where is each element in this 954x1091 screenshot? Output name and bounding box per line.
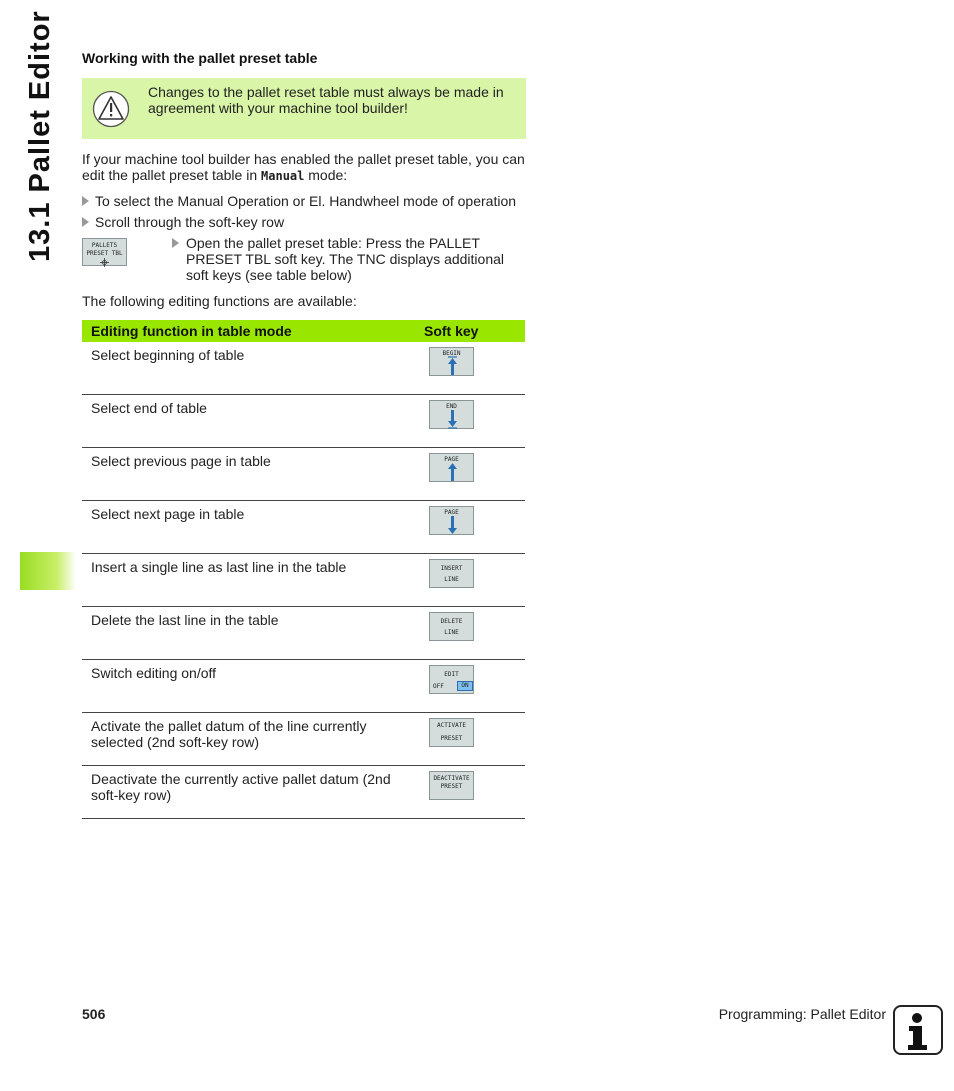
intro-after: mode:	[304, 167, 348, 183]
edit-on-label: ON	[457, 681, 473, 691]
step-text: Open the pallet preset table: Press the PALLET PRESET TBL soft key. The TNC displays additional soft keys (see table below)	[186, 235, 505, 283]
footer-chapter: Programming: Pallet Editor	[718, 1006, 886, 1022]
column-header-function: Editing function in table mode	[82, 320, 411, 342]
insert-line-softkey[interactable]	[429, 559, 474, 588]
delete-line-softkey[interactable]	[429, 612, 474, 641]
begin-softkey[interactable]	[429, 347, 474, 376]
table-row	[82, 554, 525, 607]
mode-name: Manual	[261, 169, 305, 183]
step-scroll	[82, 214, 284, 230]
softkey-line2: PRESET TBL	[86, 250, 123, 257]
bullet-arrow-icon	[82, 217, 89, 227]
function-cell: Deactivate the currently active pallet datum (2nd soft-key row)	[82, 766, 411, 819]
softkey-label: ACTIVATE	[437, 722, 466, 729]
page-up-softkey[interactable]	[429, 453, 474, 482]
softkey-line1: PALLETS	[91, 242, 118, 249]
warning-icon	[92, 90, 130, 128]
step-text: To select the Manual Operation or El. Handwheel mode of operation	[95, 193, 517, 209]
column-header-softkey: Soft key	[411, 320, 525, 342]
function-cell: Select next page in table	[82, 501, 411, 554]
table-row	[82, 660, 525, 713]
function-cell: Switch editing on/off	[82, 660, 411, 713]
arrow-up-icon	[447, 356, 458, 376]
warning-box	[82, 78, 526, 139]
section-heading: Working with the pallet preset table	[82, 50, 318, 66]
edit-toggle-softkey[interactable]	[429, 665, 474, 694]
softkey-label: LINE	[444, 576, 459, 583]
softkey-label: DEACTIVATE	[433, 775, 470, 782]
deactivate-preset-softkey[interactable]	[429, 771, 474, 800]
end-softkey[interactable]	[429, 400, 474, 429]
softkey-label: PRESET	[440, 735, 463, 742]
softkey-label: END	[446, 403, 457, 410]
page-number: 506	[82, 1006, 106, 1022]
warning-text: Changes to the pallet reset table must always be made in agreement with your machine tool builder!	[148, 84, 504, 116]
softkey-label: LINE	[444, 629, 459, 636]
function-cell: Activate the pallet datum of the line currently selected (2nd soft-key row)	[82, 713, 411, 766]
table-row	[82, 448, 525, 501]
function-cell: Delete the last line in the table	[82, 607, 411, 660]
info-icon	[893, 1005, 943, 1055]
step-open-table	[172, 235, 522, 283]
functions-intro: The following editing functions are available:	[82, 293, 357, 309]
intro-paragraph	[82, 151, 526, 184]
softkey-label: INSERT	[440, 565, 463, 572]
softkey-label: EDIT	[444, 671, 459, 678]
intro-before: If your machine tool builder has enabled the pallet preset table, you can edit the pallet preset table in	[82, 151, 525, 183]
softkey-label: PAGE	[444, 509, 459, 516]
function-cell: Select previous page in table	[82, 448, 411, 501]
table-row	[82, 342, 525, 395]
softkey-label: PRESET	[440, 783, 463, 790]
activate-preset-softkey[interactable]	[429, 718, 474, 747]
page-down-softkey[interactable]	[429, 506, 474, 535]
pallet-crosshair-icon	[100, 258, 109, 267]
chapter-side-title: 13.1 Pallet Editor	[24, 10, 56, 262]
function-cell: Select beginning of table	[82, 342, 411, 395]
softkey-label: PAGE	[444, 456, 459, 463]
arrow-up-icon	[447, 462, 458, 482]
table-header-row	[82, 320, 525, 342]
chapter-tab-marker	[20, 552, 76, 590]
arrow-down-icon	[447, 515, 458, 535]
table-row	[82, 766, 525, 819]
editing-functions-table	[82, 320, 525, 819]
table-row	[82, 395, 525, 448]
softkey-label: DELETE	[440, 618, 463, 625]
function-cell: Insert a single line as last line in the table	[82, 554, 411, 607]
step-select-mode	[82, 193, 516, 209]
table-row	[82, 501, 525, 554]
pallets-preset-softkey[interactable]	[82, 238, 127, 266]
edit-off-label: OFF	[433, 683, 444, 690]
table-row	[82, 713, 525, 766]
function-cell: Select end of table	[82, 395, 411, 448]
arrow-down-icon	[447, 409, 458, 429]
softkey-label: BEGIN	[442, 350, 461, 357]
table-row	[82, 607, 525, 660]
bullet-arrow-icon	[82, 196, 89, 206]
bullet-arrow-icon	[172, 238, 179, 248]
step-text: Scroll through the soft-key row	[95, 214, 285, 230]
